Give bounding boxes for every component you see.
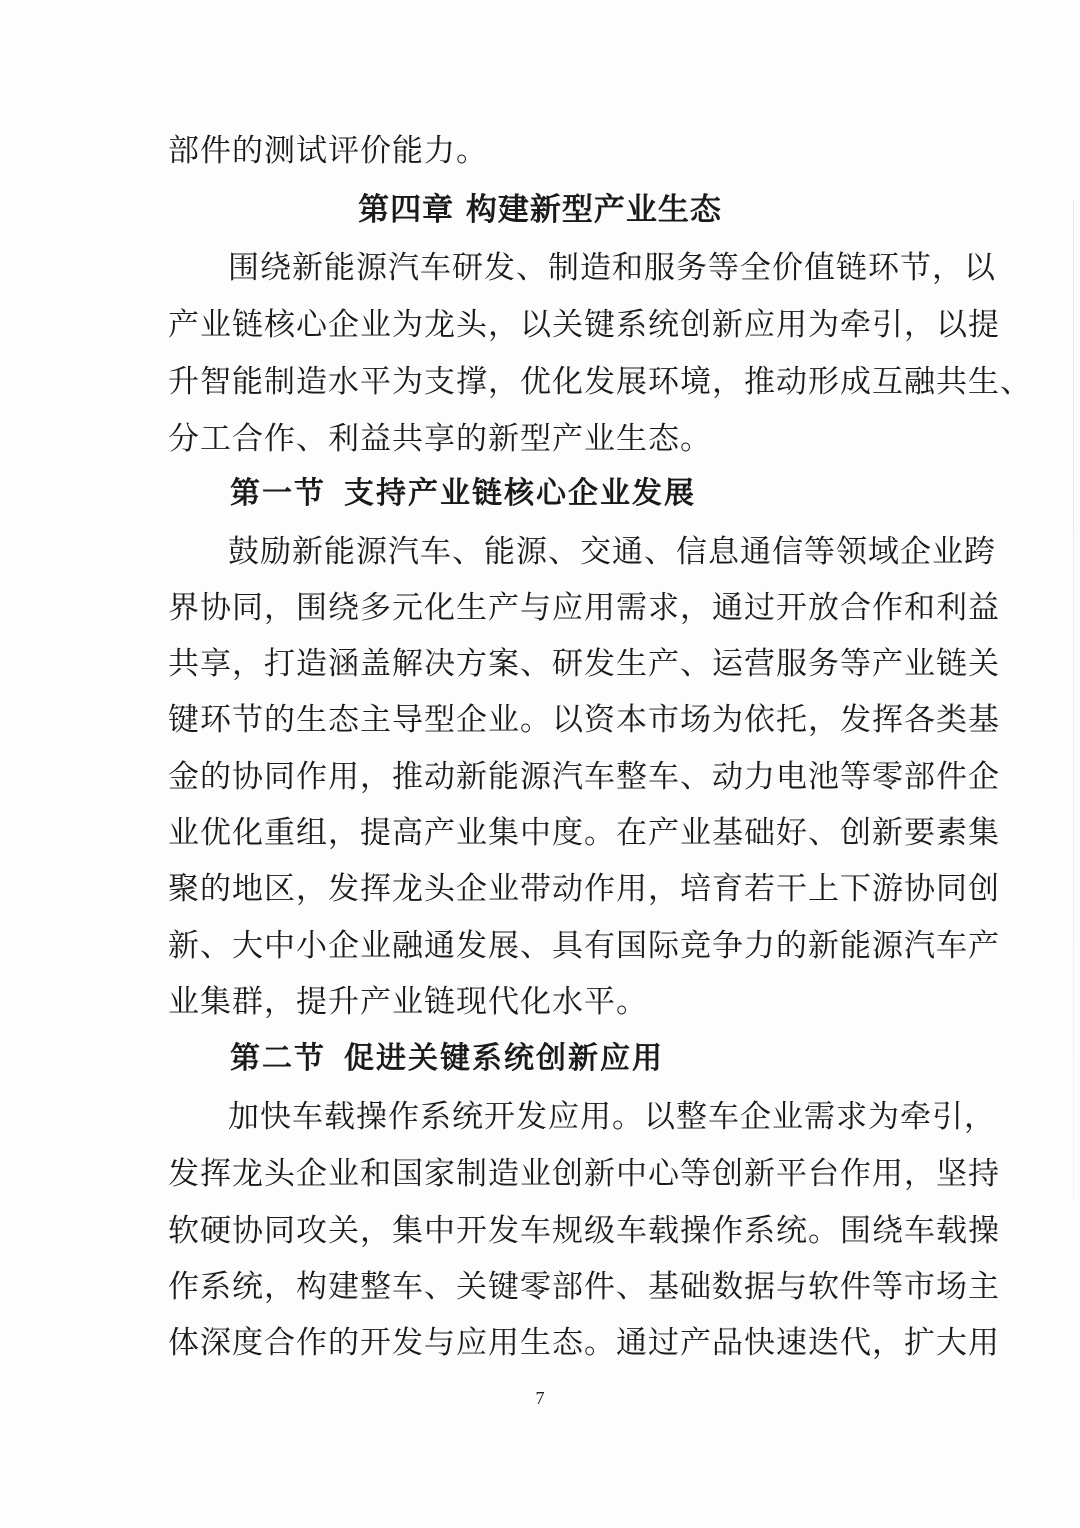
body-line: 加快车载操作系统开发应用。以整车企业需求为牵引，: [228, 1099, 996, 1135]
body-line: 软硬协同攻关，集中开发车规级车载操作系统。围绕车载操: [168, 1213, 1000, 1249]
section-heading-1: [230, 474, 696, 514]
body-line: 升智能制造水平为支撑，优化发展环境，推动形成互融共生、: [168, 364, 1032, 400]
body-line: 业集群，提升产业链现代化水平。: [168, 984, 648, 1020]
section-number: 第二节: [230, 1041, 326, 1076]
body-line: 体深度合作的开发与应用生态。通过产品快速迭代，扩大用: [168, 1325, 1000, 1361]
body-line: 金的协同作用，推动新能源汽车整车、动力电池等零部件企: [168, 759, 1000, 795]
chapter-title: 第四章 构建新型产业生态: [358, 192, 722, 228]
body-line: 新、大中小企业融通发展、具有国际竞争力的新能源汽车产: [168, 928, 1000, 964]
body-line: 围绕新能源汽车研发、制造和服务等全价值链环节，以: [228, 250, 996, 286]
body-line: 键环节的生态主导型企业。以资本市场为依托，发挥各类基: [168, 702, 1000, 738]
section-title: 促进关键系统创新应用: [344, 1041, 664, 1076]
section-title: 支持产业链核心企业发展: [344, 476, 696, 511]
body-line: 共享，打造涵盖解决方案、研发生产、运营服务等产业链关: [168, 646, 1000, 682]
scan-edge-mark: [1073, 200, 1074, 1200]
body-line: 部件的测试评价能力。: [168, 133, 488, 169]
body-line: 发挥龙头企业和国家制造业创新中心等创新平台作用，坚持: [168, 1156, 1000, 1192]
section-heading-2: [230, 1039, 664, 1079]
body-line: 聚的地区，发挥龙头企业带动作用，培育若干上下游协同创: [168, 871, 1000, 907]
section-number: 第一节: [230, 476, 326, 511]
body-line: 作系统，构建整车、关键零部件、基础数据与软件等市场主: [168, 1269, 1000, 1305]
body-line: 业优化重组，提高产业集中度。在产业基础好、创新要素集: [168, 815, 1000, 851]
page-number: 7: [535, 1388, 545, 1408]
body-line: 鼓励新能源汽车、能源、交通、信息通信等领域企业跨: [228, 534, 996, 570]
body-line: 产业链核心企业为龙头，以关键系统创新应用为牵引，以提: [168, 307, 1000, 343]
body-line: 分工合作、利益共享的新型产业生态。: [168, 421, 712, 457]
body-line: 界协同，围绕多元化生产与应用需求，通过开放合作和利益: [168, 590, 1000, 626]
